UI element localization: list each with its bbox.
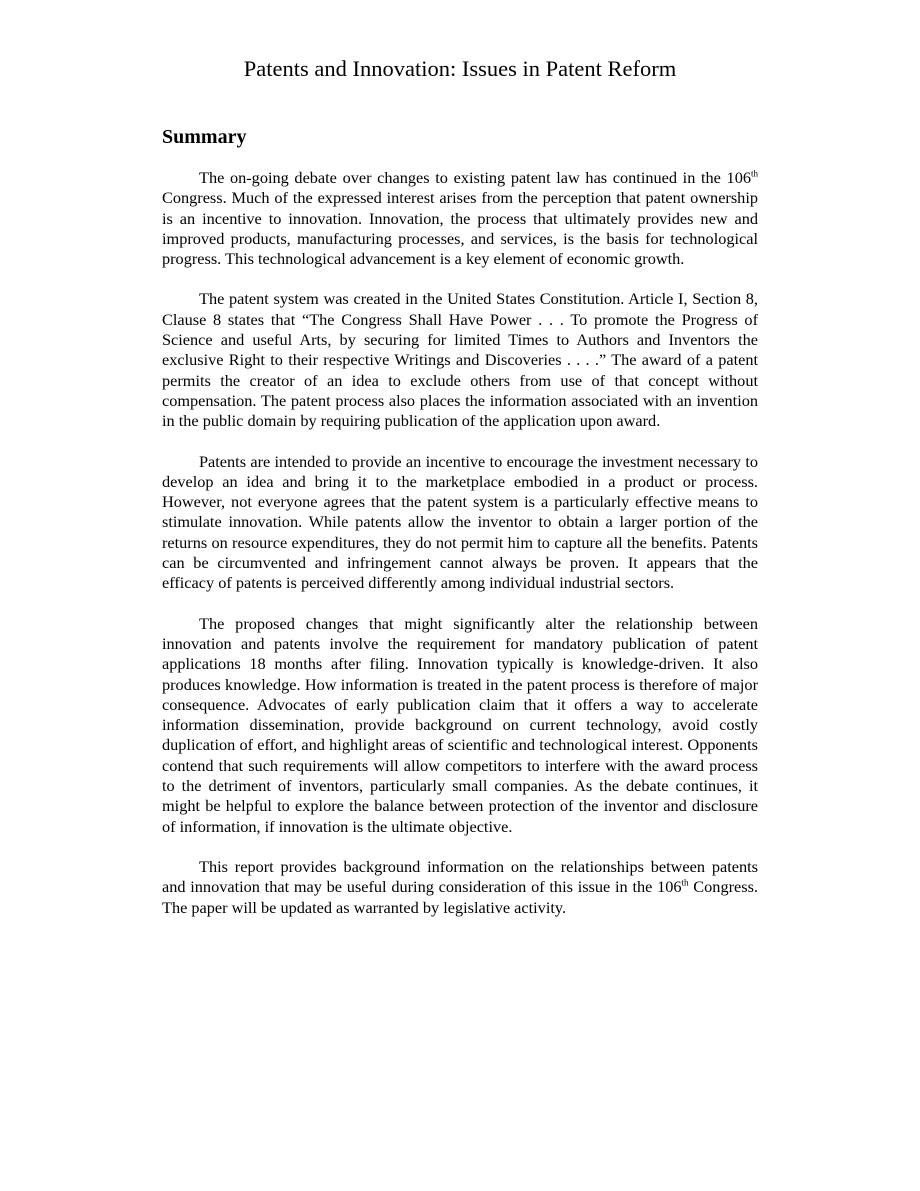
- paragraph-5-text-end: Congress. The paper will be updated as warranted by legislative activity.: [162, 877, 758, 917]
- summary-paragraph-1: [162, 168, 758, 269]
- summary-paragraph-5: [162, 857, 758, 918]
- summary-body: [162, 168, 758, 938]
- paragraph-5-text-start: This report provides background information on the relationships between patents and innovation that may be useful during consideration of this issue in the 106: [162, 856, 758, 897]
- summary-paragraph-4: The proposed changes that might significantly alter the relationship between innovation and patents involve the requirement for mandatory publication of patent applications 18 months after filing. Innovation typically is knowledge-driven. It also produces knowledge. How information is treated in the patent process is therefore of major consequence. Advocates of early publication claim that it offers a way to accelerate information dissemination, provide background on current technology, avoid costly duplication of effort, and highlight areas of scientific and technological interest. Opponents contend that such requirements will allow competitors to interfere with the award process to the detriment of inventors, particularly small companies. As the debate continues, it might be helpful to explore the balance between protection of the inventor and disclosure of information, if innovation is the ultimate objective.: [162, 613, 758, 836]
- section-heading-summary: Summary: [162, 126, 247, 148]
- ordinal-suffix: th: [750, 168, 758, 179]
- summary-paragraph-3: Patents are intended to provide an incentive to encourage the investment necessary to develop an idea and bring it to the marketplace embodied in a product or process. However, not everyone agrees that the patent system is a particularly effective means to stimulate innovation. While patents allow the inventor to obtain a larger portion of the returns on resource expenditures, they do not permit him to capture all the benefits. Patents can be circumvented and infringement cannot always be proven. It appears that the efficacy of patents is perceived differently among individual industrial sectors.: [162, 451, 758, 593]
- paragraph-1-text-start: The on-going debate over changes to existing patent law has continued in the 106: [199, 168, 751, 187]
- ordinal-suffix: th: [681, 877, 689, 888]
- document-title: Patents and Innovation: Issues in Patent Reform: [243, 56, 677, 81]
- summary-paragraph-2: The patent system was created in the United States Constitution. Article I, Section 8, Clause 8 states that “The Congress Shall Have Power . . . To promote the Progress of Science and useful Arts, by securing for limited Times to Authors and Inventors the exclusive Right to their respective Writings and Discoveries . . . .” The award of a patent permits the creator of an idea to exclude others from use of that concept without compensation. The patent process also places the information associated with an invention in the public domain by requiring publication of the application upon award.: [162, 289, 758, 431]
- paragraph-1-text-end: Congress. Much of the expressed interest arises from the perception that patent ownership is an incentive to innovation. Innovation, the process that ultimately provides new and improved products, manufacturing processes, and services, is the basis for technological progress. This technological advancement is a key element of economic growth.: [162, 188, 758, 269]
